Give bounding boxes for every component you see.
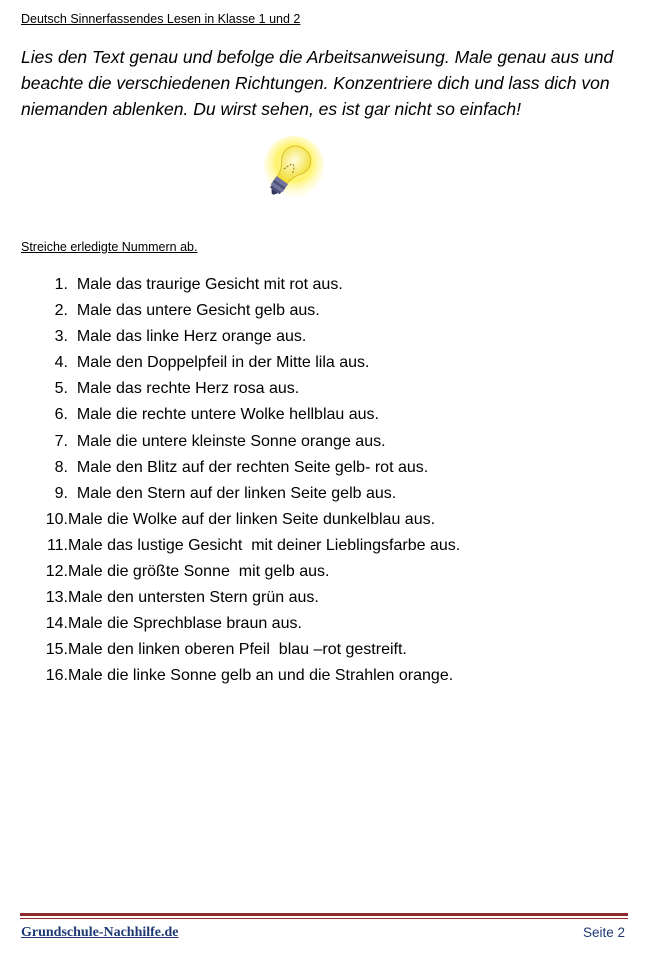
- page-number: Seite 2: [582, 925, 625, 940]
- list-item: 2. Male das untere Gesicht gelb aus.: [54, 302, 320, 320]
- list-item: 6. Male die rechte untere Wolke hellblau aus.: [54, 406, 379, 424]
- list-item: 9. Male den Stern auf der linken Seite gelb aus.: [54, 484, 397, 502]
- strike-note: Streiche erledigte Nummern ab.: [21, 240, 198, 254]
- list-item: 14. Male die Sprechblase braun aus.: [45, 615, 302, 633]
- list-item: 10. Male die Wolke auf der linken Seite dunkelblau aus.: [45, 510, 436, 528]
- list-item: 1. Male das traurige Gesicht mit rot aus.: [54, 276, 343, 293]
- document-header: Deutsch Sinnerfassendes Lesen in Klasse 1 und 2: [21, 12, 301, 26]
- list-item: 4. Male den Doppelpfeil in der Mitte lila aus.: [54, 354, 370, 372]
- lightbulb-icon: [256, 134, 326, 210]
- list-item: 13. Male den untersten Stern grün aus.: [45, 589, 319, 607]
- instruction-paragraph: Lies den Text genau und befolge die Arbeitsanweisung. Male genau aus und beachte die verschiedenen Richtungen. Konzentriere dich und lass dich von niemanden ablenken. Du wirst sehen, es ist gar nicht so einfach!: [21, 47, 614, 119]
- list-item: 15. Male den linken oberen Pfeil blau –rot gestreift.: [45, 641, 407, 659]
- list-item: 3. Male das linke Herz orange aus.: [54, 328, 307, 346]
- footer-site-link[interactable]: Grundschule-Nachhilfe.de: [21, 925, 179, 940]
- list-item: 12. Male die größte Sonne mit gelb aus.: [45, 563, 330, 581]
- list-item: 5. Male das rechte Herz rosa aus.: [54, 380, 300, 398]
- list-item: 11. Male das lustige Gesicht mit deiner Lieblingsfarbe aus.: [46, 536, 461, 554]
- list-item: 16. Male die linke Sonne gelb an und die Strahlen orange.: [45, 667, 454, 685]
- list-item: 8. Male den Blitz auf der rechten Seite gelb- rot aus.: [54, 458, 429, 476]
- list-item: 7. Male die untere kleinste Sonne orange aus.: [54, 432, 386, 450]
- footer-rule-thin: [20, 918, 628, 919]
- task-list: [21, 272, 460, 690]
- footer-rule: [20, 913, 628, 916]
